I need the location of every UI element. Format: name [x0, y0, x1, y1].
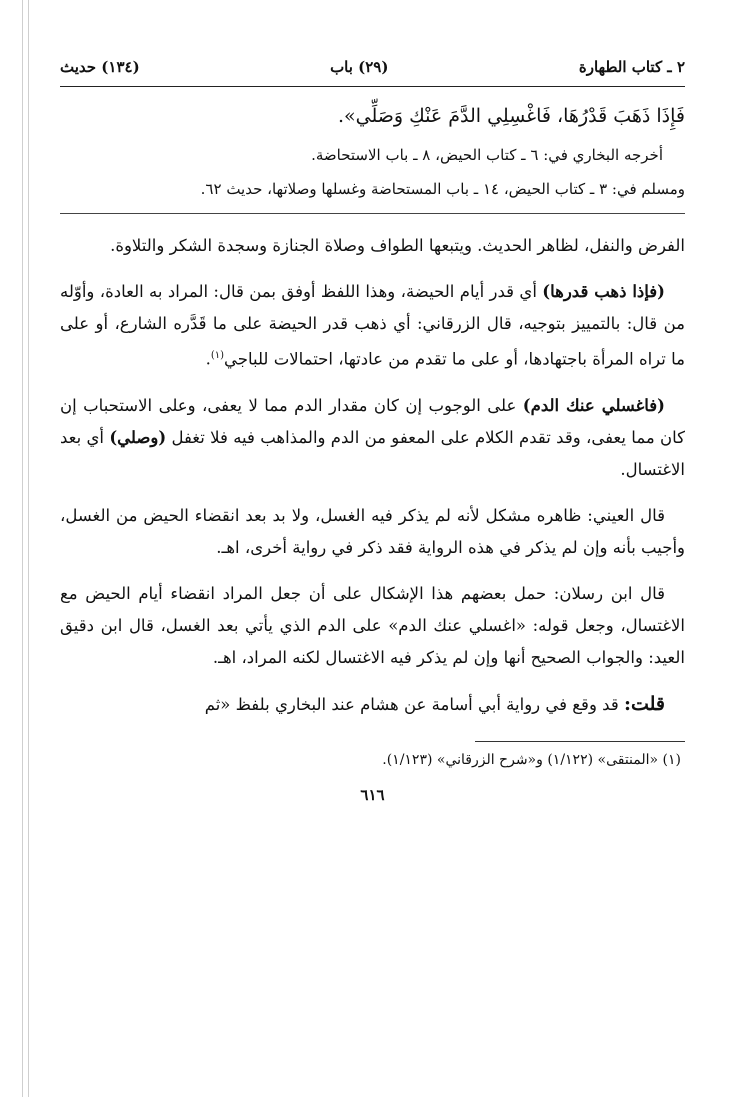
section-divider [60, 213, 685, 214]
header-hadith-number: (١٣٤) حديث [60, 58, 140, 76]
paragraph-4: قال العيني: ظاهره مشكل لأنه لم يذكر فيه الغسل، ولا بد بعد انقضاء الحيض من الغسل، وأجيب بأنه وإن لم يذكر في هذه الرواية فقد ذكر في رواية أخرى، اهـ. [60, 505, 685, 557]
lemma-bold: (فاغسلي عنك الدم) [522, 395, 665, 415]
takhrij-block [60, 141, 685, 203]
running-header [60, 58, 685, 82]
lemma-bold: (وصلي) [109, 427, 167, 447]
takhrij-bukhari: أخرجه البخاري في: ٦ ـ كتاب الحيض، ٨ ـ باب الاستحاضة. [311, 146, 663, 164]
paragraph-2 [60, 276, 685, 376]
footnote-rule [475, 741, 685, 742]
paragraph-2-text: أي قدر أيام الحيضة، وهذا اللفظ أوفق بمن قال: المراد به العادة، وأوّله من قال: بالتمييز بتوجيه، قال الزرقاني: أي ذهب قدر الحيضة على ما قَدَّره الشارع، أو على ما تراه المرأة باجتهادها، أو على ما تقدم من عادتها، احتمالات للباجي [60, 282, 685, 369]
paragraph-6-text: قد وقع في رواية أبي أسامة عن هشام عند البخاري بلفظ «ثم [204, 694, 624, 714]
footnote-ref: (١) [210, 350, 224, 361]
header-chapter: (٢٩) باب [330, 58, 389, 76]
book-page [60, 58, 685, 1068]
paragraph-6 [60, 688, 685, 721]
lemma-bold: (فإذا ذهب قدرها) [542, 282, 665, 301]
paragraph-1: الفرض والنفل، لظاهر الحديث. ويتبعها الطواف وصلاة الجنازة وسجدة الشكر والتلاوة. [110, 236, 685, 255]
spine-line-2 [28, 0, 29, 1097]
hadith-text: فَإِذَا ذَهَبَ قَدْرُهَا، فَاغْسِلِي الدَّمَ عَنْكِ وَصَلِّي». [337, 105, 685, 127]
paragraph-3-text-b: أي بعد الاغتسال. [60, 427, 685, 479]
footnote: (١) «المنتقى» (١/١٢٢) و«شرح الزرقاني» (١/١٢٣). [382, 751, 681, 768]
takhrij-muslim: ومسلم في: ٣ ـ كتاب الحيض، ١٤ ـ باب المستحاضة وغسلها وصلاتها، حديث ٦٢. [200, 180, 685, 198]
paragraph-3 [60, 390, 685, 486]
commentary [60, 230, 685, 721]
qult-bold: قلت: [623, 692, 665, 715]
header-book-title: ٢ ـ كتاب الطهارة [578, 58, 685, 76]
spine-line-1 [22, 0, 23, 1097]
header-rule [60, 86, 685, 87]
paragraph-3-text-a: على الوجوب إن كان مقدار الدم مما لا يعفى، وعلى الاستحباب إن كان مما يعفى، وقد تقدم الكلام على المعفو من الدم والمذاهب فيه فلا تغفل [60, 395, 686, 447]
page-number: ٦١٦ [360, 785, 385, 804]
paragraph-2-end: . [205, 349, 211, 369]
paragraph-5: قال ابن رسلان: حمل بعضهم هذا الإشكال على أن جعل المراد انقضاء أيام الحيض مع الاغتسال، وجعل قوله: «اغسلي عنك الدم» على الدم الذي يأتي بعد الغسل، قال ابن دقيق العيد: والجواب الصحيح أنها وإن لم يذكر فيه الاغتسال لكنه المراد، اهـ. [60, 583, 685, 667]
